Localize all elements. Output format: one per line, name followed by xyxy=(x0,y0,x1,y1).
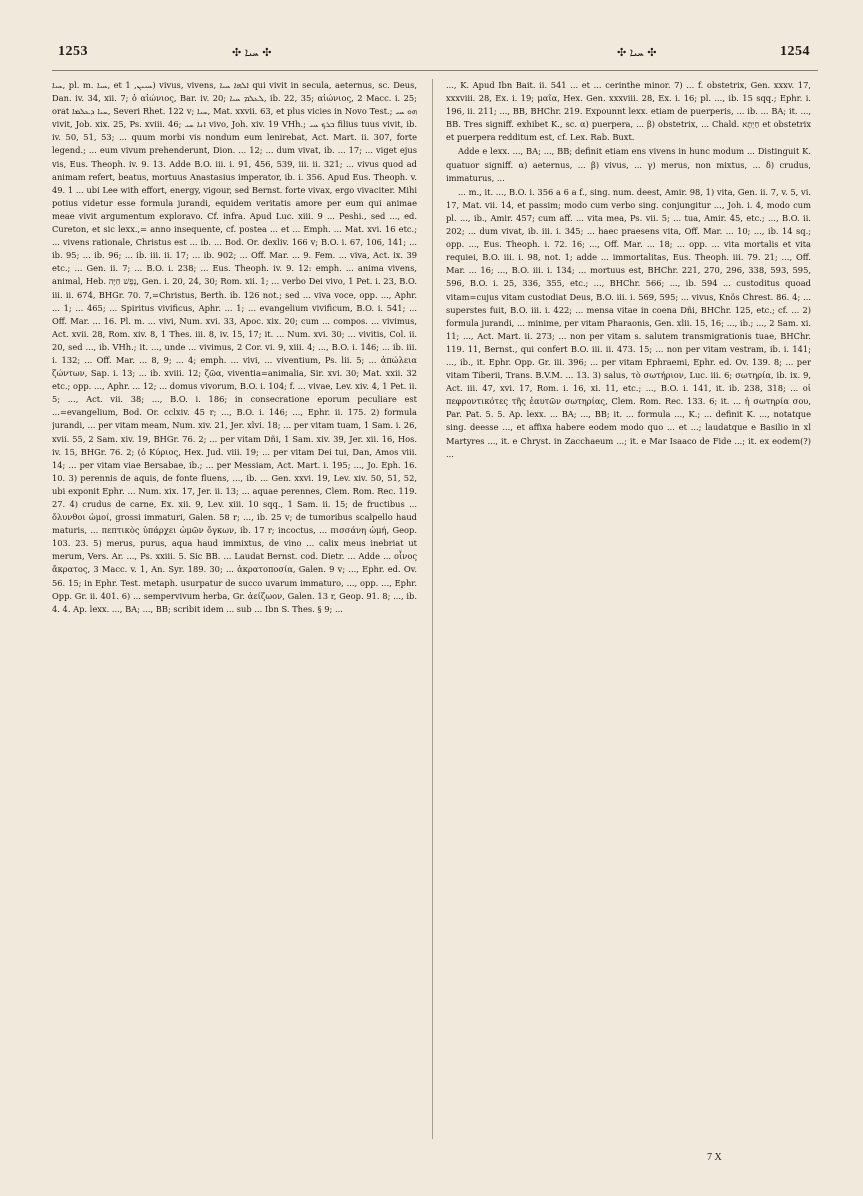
right-entry-paragraph-1: ..., K. Apud Ibn Bait. ii. 541 ... et ... cerinthe minor. 7) ... f. obstetrix, Gen. xxxv. 17, xxxviii. 28, Ex. i. 19; μαῖα, Hex. Gen. xxxviii. 28, Ex. i. 16; pl. ..., ib. 15 sqq.; Ephr. i. 196, ii. 211; ..., BB, BHChr. 219. Expounnt lexx. etiam de puerperis, ... ib. ... BA; it. ..., BB. Tres signiff. exhibet K., sc. α) puerpera, ... β) obstetrix, ... Chald. חַיְתָא et obstetrix et puerpera redditum est, cf. Lex. Rab. Buxt. xyxy=(446,80,811,143)
columns xyxy=(52,79,818,1139)
left-entry-paragraph: ܚܝܐ, pl. m. ܚܝܐ, et ܚܝܝܢ, 1) vivus, vivens, ܐܠܗܐ ܚܝܐ qui vivit in secula, aeternus, sc. Deus, Dan. iv. 34, xii. 7; ὁ αἰώνιος, Bar. iv. 20; ܠܥܠܡ ܚܝܐ, ib. 22, 35; αἰώνιος, 2 Macc. i. 25; orat ܚܝܐ ܕܥܠܡܐ, Severi Rhet. 122 v; ܚܝܐ, Mat. xxvii. 63, et plus vicies in Novo Test.; ܗܘ ܚܝ vivit, Job. xix. 25, Ps. xviii. 46; ܐܢܐ ܚܝ vivo, Joh. xiv. 19 VHh.; ܒܪܟ ܚܝ filius tuus vivit, ib. iv. 50, 51, 53; ... quum morbi vis nondum eum lenirebat, Act. Mart. ii. 307, forte legend.; ... eum vivum prehenderunt, Dion. ... 12; ... dum vivat, ib. ... 17; ... viget ejus vis, Eus. Theoph. iv. 9. 13. Adde B.O. iii. i. 91, 456, 539, iii. ii. 321; ... vivus quod ad animam refert, beatus, mortuus Anastasius imperator, ib. i. 356. Apud Eus. Theoph. v. 49. 1 ... ubi Lee with effort, energy, vigour, sed Bernst. forte vivax, ergo vivaciter. Mihi potius videtur esse formula jurandi, equidem veritatis amore per eum qui animae meae vivit argumentum exploravo. Cf. infra. Apud Luc. xiii. 9 ... Peshi., sed ..., ed. Cureton, et sic lexx.,= anno insequente, cf. postea ... et ... Emph. ... Mat. xvi. 16 etc.; ... vivens rationale, Christus est ... ib. ... Bod. Or. dexliv. 166 v; B.O. i. 67, 106, 141; ... ib. 95; ... ib. 96; ... ib. iii. ii. 17; ... ib. 902; ... Off. Mar. ... 9. Fem. ... viva, Act. ix. 39 etc.; ... Gen. ii. 7; ... B.O. i. 238; ... Eus. Theoph. iv. 9. 12: emph. ... anima vivens, animal, Heb. נֶפֶשׁ חַיָּה, Gen. i. 20, 24, 30; Rom. xii. 1; ... verbo Dei vivo, 1 Pet. i. 23, B.O. iii. ii. 674, BHGr. 70. 7,=Christus, Berth. ib. 126 not.; sed ... viva voce, opp. ..., Aphr. ... 1; ... 465; ... Spiritus vivificus, Aphr. ... 1; ... evangelium vivificum, B.O. i. 541; ... Off. Mar. ... 16. Pl. m. ... vivi, Num. xvi. 33, Apoc. xix. 20; cum ... compos. ... vivimus, Act. xvii. 28, Rom. xiv. 8, 1 Thes. iii. 8, iv. 15, 17; it. ... Num. xvi. 30; ... vivitis, Col. ii. 20, sed ..., ib. VHh.; it. ..., unde ... vivimus, 2 Cor. vi. 9, xiii. 4; ..., B.O. i. 146; ... ib. iii. i. 132; ... Off. Mar. ... 8, 9; ... 4; emph. ... vivi, ... viventium, Ps. lii. 5; ... ἀπώλεια ζώντων, Sap. i. 13; ... ib. xviii. 12; ζῶα, viventia=animalia, Sir. xvi. 30; Mat. xxii. 32 etc.; opp. ..., Aphr. ... 12; ... domus vivorum, B.O. i. 104; f. ... vivae, Lev. xiv. 4, 1 Pet. ii. 5; ..., Act. vii. 38; ..., B.O. i. 186; in consecratione eporum peculiare est ...=evangelium, Bod. Or. cclxiv. 45 r; ..., B.O. i. 146; ..., Ephr. ii. 175. 2) formula jurandi, ... per vitam meam, Num. xiv. 21, Jer. xlvi. 18; ... per vitam tuam, 1 Sam. i. 26, xvii. 55, 2 Sam. xiv. 19, BHGr. 76. 2; ... per vitam Dñi, 1 Sam. xiv. 39, Jer. xii. 16, Hos. iv. 15, BHGr. 76. 2; (ὁ Κύριος, Hex. Jud. viii. 19; ... per vitam Dei tui, Dan, Amos viii. 14; ... per vitam viae Bersabae, ib.; ... per Messiam, Act. Mart. i. 195; ..., Jo. Eph. 16. 10. 3) perennis de aquis, de fonte fluens, ..., ib. ... Gen. xxvi. 19, Lev. xiv. 50, 51, 52, ubi exponit Ephr. ... Num. xix. 17, Jer. ii. 13; ... aquae perennes, Clem. Rom. Rec. 119. 27. 4) crudus de carne, Ex. xii. 9, Lev. xiii. 10 sqq., 1 Sam. ii. 15; de fructibus ... ὄλυνθοι ὠμοί, grossi immaturi, Galen. 58 r; ..., ib. 25 v; de tumoribus scalpello haud maturis, ... πεπτικὸς ὑπάρχει ὠμῶν ὄγκων, ib. 17 r; incoctus, ... πισσάνη ὠμή, Geop. 103. 23. 5) merus, purus, aqua haud immixtus, de vino ... calix meus inebriat ut merum, Vers. Ar. ..., Ps. xxiii. 5. Sic BB. ... Laudat Bernst. cod. Dietr. ... Adde ... οἶνος ἄκρατος, 3 Macc. v. 1, An. Syr. 189. 30; ... ἀκρατοποσία, Galen. 9 v; ..., Ephr. ed. Ov. 56. 15; in Ephr. Test. metaph. usurpatur de succo uvarum immaturo, ..., opp. ..., Ephr. Opp. Gr. ii. 401. 6) ... sempervivum herba, Gr. ἀείζωον, Galen. 13 r, Geop. 91. 8; ..., ib. 4. 4. Ap. lexx. ..., BA; ..., BB; scribit idem ... sub ... Ibn S. Thes. § 9; ... xyxy=(52,80,417,614)
left-column xyxy=(52,79,417,1139)
right-running-head: ✣ ܚܝܐ ✣ xyxy=(617,46,657,59)
left-page-number: 1253 xyxy=(58,44,88,59)
right-entry-paragraph-3: ... m., it. ..., B.O. i. 356 a 6 a f., sing. num. deest, Amir. 98, 1) vita, Gen. ii. 7, v. 5, vi. 17, Mat. vii. 14, et passim; modo cum verbo sing. conjungitur ..., Joh. i. 4, modo cum pl. ..., ib., Amir. 457; cum aff. ... vita mea, Ps. vii. 5; ... tua, Amir. 45, etc.; ..., B.O. ii. 202; ... dum vivat, ib. iii. i. 345; ... haec praesens vita, Off. Mar. ... 10; ..., ib. 14 sq.; opp. ..., Eus. Theoph. i. 72. 16; ..., Off. Mar. ... 18; ... opp. ... vita mortalis et vita requiei, B.O. iii. i. 98, not. 1; adde ... immortalitas, Eus. Theoph. iii. 79. 21; ..., Off. Mar. ... 16; ..., B.O. iii. i. 134; ... mortuus est, BHChr. 221, 270, 296, 338, 593, 595, 596, B.O. i. 25, 336, 355, etc.; ..., BHChr. 566; ..., ib. 594 ... custoditus quoad vitam=cujus vitam custodiat Deus, B.O. iii. i. 569, 595; ... vivus, Knös Chrest. 86. 4; ... superstes fuit, B.O. iii. i. 422; ... mensa vitae in coena Dñi, BHChr. 125, etc.; cf. ... 2) formula jurandi, ... minime, per vitam Pharaonis, Gen. xlii. 15, 16; ..., ib.; ..., 2 Sam. xi. 11; ..., Act. Mart. ii. 273; ... non per vitam s. salutem transmigrationis tuae, BHChr. 119. 11, Bernst., qui confert B.O. iii. ii. 473. 15; ... non per vitam vestram, ib. i. 141; ..., ib., it. Ephr. Opp. Gr. iii. 396; ... per vitam Ephraemi, Ephr. ed. Ov. 139. 8; ... per vitam Tiberii, Trans. B.V.M. ... 13. 3) salus, τὸ σωτήριον, Luc. iii. 6; σωτηρία, ib. ix. 9, Act. iii. 47, xvi. 17, Rom. i. 16, xi. 11, etc.; ..., B.O. i. 141, it. ib. 238, 318; ... οἱ πεφροντικότες τῆς ἑαυτῶν σωτηρίας, Clem. Rom. Rec. 133. 6; it. ... ἡ σωτηρία σου, Par. Pat. 5. 5. Ap. lexx. ... BA; ..., BB; it. ... formula ..., K.; ... definit K. ..., notatque sing. deesse ..., et affixa habere eodem modo quo ... et ...; laudatque e Basilio in xl Martyres ..., it. e Chryst. in Zacchaeum ...; it. e Mar Isaaco de Fide ...; it. ex eodem(?) ... xyxy=(446,186,811,459)
column-divider xyxy=(432,79,433,1139)
right-page-number: 1254 xyxy=(780,44,810,59)
right-entry-paragraph-2: Adde e lexx. ..., BA; ..., BB; definit etiam ens vivens in hunc modum ... Distinguit K. quatuor signiff. α) aeternus, ... β) vivus, ... γ) merus, non mixtus, ... δ) crudus, immaturus, ... xyxy=(446,146,811,183)
page-header xyxy=(52,40,818,71)
right-column xyxy=(446,79,811,1139)
signature-mark: 7 X xyxy=(707,1152,722,1163)
left-running-head: ✣ ܚܝܐ ✣ xyxy=(232,46,272,59)
dictionary-page xyxy=(52,40,818,1170)
